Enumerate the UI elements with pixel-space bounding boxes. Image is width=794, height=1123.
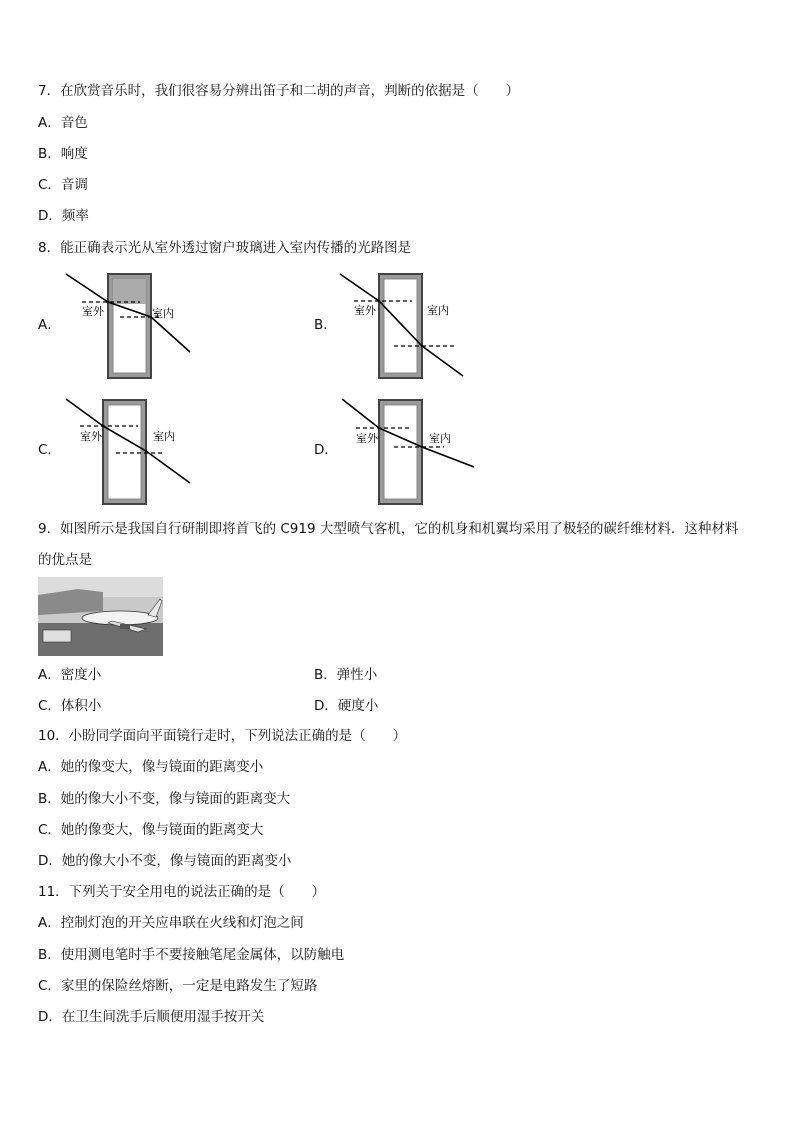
q7-option-c: C．音调 [38, 177, 88, 193]
glass-inner [108, 405, 141, 499]
glass-inner [384, 405, 417, 499]
q7-option-a: A．音色 [38, 115, 88, 131]
q9-option-a: A．密度小 [38, 667, 102, 683]
q10-stem: 10．小盼同学面向平面镜行走时，下列说法正确的是（ ） [38, 728, 407, 744]
q11-option-c: C．家里的保险丝熔断，一定是电路发生了短路 [38, 978, 318, 994]
q9-option-d: D．硬度小 [314, 698, 379, 714]
label-outdoor: 室外 [356, 432, 378, 445]
q7-option-b: B．响度 [38, 146, 88, 162]
q8-diagram-d [336, 395, 476, 507]
q11-option-a: A．控制灯泡的开关应串联在火线和灯泡之间 [38, 915, 304, 931]
q11-stem: 11．下列关于安全用电的说法正确的是（ ） [38, 884, 326, 900]
airplane-engine [120, 624, 130, 629]
q10-option-a: A．她的像变大，像与镜面的距离变小 [38, 759, 264, 775]
label-indoor: 室内 [152, 307, 174, 320]
q7-stem: 7．在欣赏音乐时，我们很容易分辨出笛子和二胡的声音，判断的依据是（ ） [38, 83, 520, 99]
q8-option-b: B． [314, 317, 337, 333]
q10-option-d: D．她的像大小不变，像与镜面的距离变小 [38, 853, 292, 869]
q7-option-d: D．频率 [38, 208, 89, 224]
glass-shade [113, 279, 146, 304]
label-outdoor: 室外 [354, 304, 376, 317]
q8-diagram-a [60, 270, 195, 382]
q10-option-c: C．她的像变大，像与镜面的距离变大 [38, 822, 264, 838]
glass-inner [384, 279, 417, 373]
q11-option-b: B．使用测电笔时手不要接触笔尾金属体，以防触电 [38, 947, 345, 963]
q9-stem-line1: 9．如图所示是我国自行研制即将首飞的 C919 大型喷气客机，它的机身和机翼均采用了极轻的碳纤维材料．这种材料 [38, 521, 739, 537]
q9-option-b: B．弹性小 [314, 667, 378, 683]
label-indoor: 室内 [427, 304, 449, 317]
c919-airplane-photo [38, 577, 163, 656]
q8-stem: 8．能正确表示光从室外透过窗户玻璃进入室内传播的光路图是 [38, 240, 412, 256]
q8-diagram-c [60, 395, 195, 507]
q9-option-c: C．体积小 [38, 698, 102, 714]
label-indoor: 室内 [429, 432, 451, 445]
label-indoor: 室内 [153, 430, 175, 443]
q8-diagram-b [336, 270, 471, 382]
q8-option-d: D． [314, 442, 338, 458]
label-outdoor: 室外 [80, 430, 102, 443]
label-outdoor: 室外 [82, 305, 104, 318]
q11-option-d: D．在卫生间洗手后顺便用湿手按开关 [38, 1009, 265, 1025]
q10-option-b: B．她的像大小不变，像与镜面的距离变大 [38, 791, 291, 807]
q8-option-a: A． [38, 317, 61, 333]
q9-stem-line2: 的优点是 [38, 552, 92, 568]
q8-option-c: C． [38, 442, 61, 458]
ground-vehicle [43, 630, 71, 642]
